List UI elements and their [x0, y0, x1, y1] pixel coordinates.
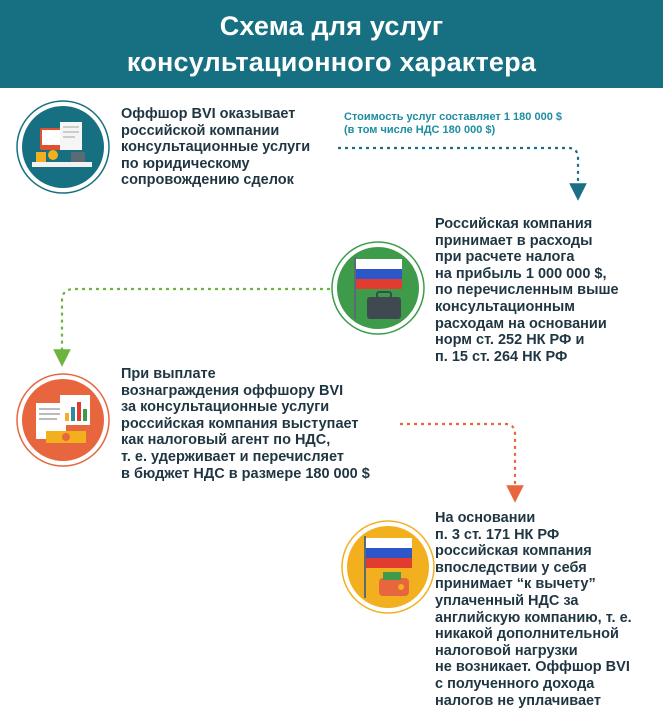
cost-note-line-1: Стоимость услуг составляет 1 180 000 $	[344, 111, 562, 123]
step4-line: налоговой нагрузки	[435, 642, 578, 659]
step1-line: Оффшор BVI оказывает	[121, 106, 296, 122]
step3-line: за консультационные услуги	[121, 399, 330, 416]
arrow-step3-to-step4	[400, 424, 515, 494]
step1-line: по юридическому	[121, 155, 250, 172]
step4-line: На основании	[435, 510, 536, 526]
step2-line: консультационным	[435, 298, 575, 315]
step3-line: российская компания выступает	[121, 415, 359, 432]
step2-line: на прибыль 1 000 000 $,	[435, 265, 607, 282]
step2-line: Российская компания	[435, 216, 593, 232]
russian-flag-briefcase-icon	[331, 241, 425, 335]
cost-note-line-2: (в том числе НДС 180 000 $)	[344, 124, 496, 136]
step4-line: с полученного дохода	[435, 675, 595, 692]
step1-line: консультационные услуги	[121, 139, 311, 156]
arrow-step1-to-step2	[338, 148, 578, 192]
step4-line: налогов не уплачивает	[435, 692, 602, 709]
step4-line: не возникает. Оффшор BVI	[435, 659, 630, 676]
page-title-line-1: Схема для услуг	[219, 11, 444, 41]
step4-line: никакой дополнительной	[435, 626, 619, 643]
step4-line: впоследствии у себя	[435, 559, 587, 576]
step3-text	[121, 366, 370, 482]
step4-line: уплаченный НДС за	[435, 592, 579, 609]
step3-line: как налоговый агент по НДС,	[121, 432, 331, 449]
step4-line: английскую компанию, т. е.	[435, 609, 632, 626]
step4-line: п. 3 ст. 171 НК РФ	[435, 526, 560, 543]
step3-line: в бюджет НДС в размере 180 000 $	[121, 465, 370, 482]
step2-text	[435, 216, 619, 365]
step2-line: норм ст. 252 НК РФ и	[435, 332, 585, 349]
step2-line: п. 15 ст. 264 НК РФ	[435, 348, 568, 365]
step1-line: сопровождению сделок	[121, 172, 294, 189]
cost-note	[344, 111, 562, 137]
step3-line: т. е. удерживает и перечисляет	[121, 448, 344, 465]
step2-line: по перечисленным выше	[435, 282, 619, 299]
step4-line: российская компания	[435, 543, 592, 560]
arrow-step2-to-step3	[62, 289, 330, 358]
step4-text	[435, 510, 632, 709]
step2-line: принимает в расходы	[435, 232, 593, 249]
step2-line: при расчете налога	[435, 249, 575, 266]
step1-text	[121, 106, 310, 189]
russian-flag-wallet-icon	[341, 520, 435, 614]
page-title-line-2: консультационного характера	[126, 47, 537, 77]
step4-line: принимает “к вычету”	[435, 576, 596, 593]
documents-chart-icon	[16, 373, 110, 467]
step1-line: российской компании	[121, 122, 280, 139]
step3-line: При выплате	[121, 366, 216, 382]
step2-line: расходам на основании	[435, 315, 607, 332]
office-desk-icon	[16, 100, 110, 194]
step3-line: вознаграждения оффшору BVI	[121, 382, 344, 399]
